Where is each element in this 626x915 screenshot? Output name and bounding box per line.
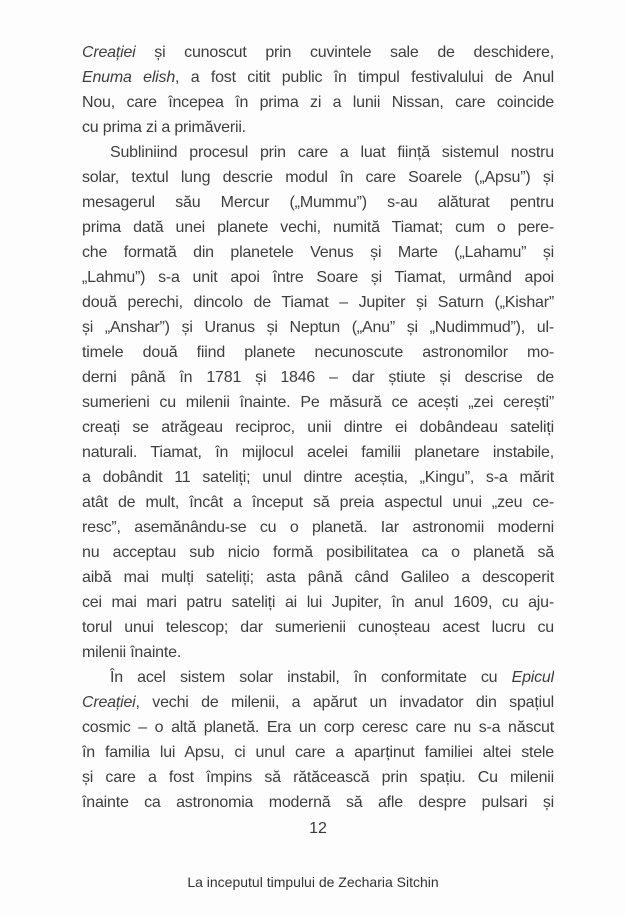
- text-line: cosmic – o altă planetă. Era un corp ceresc care nu s-a născut: [82, 719, 554, 736]
- text-line: milenii înainte.: [82, 644, 182, 661]
- text-line: cei mai mari patru sateliți ai lui Jupiter, în anul 1609, cu aju-: [82, 594, 554, 611]
- text-line: aibă mai mulți sateliți; asta până când Galileo a descoperit: [82, 569, 554, 586]
- text-line: Nou, care începea în prima zi a lunii Nissan, care coincide: [82, 94, 554, 111]
- text-line: Enuma elish, a fost citit public în timpul festivalului de Anul: [82, 69, 554, 86]
- page-footer: La inceputul timpului de Zecharia Sitchin: [187, 874, 439, 890]
- paragraph: [82, 40, 554, 140]
- page-text: [82, 40, 554, 815]
- text-line: nu acceptau sub nicio formă posibilitatea ca o planetă să: [82, 544, 554, 561]
- text-line: che formată din planetele Venus și Marte („Lahamu” și: [82, 244, 554, 261]
- text-line: atât de mult, încât a început să preia aspectul unui „zeu ce-: [82, 494, 554, 511]
- text-line: cu prima zi a primăverii.: [82, 119, 246, 136]
- text-line: înainte ca astronomia modernă să afle despre pulsari și: [82, 794, 554, 811]
- text-line: prima dată unei planete vechi, numită Tiamat; cum o pere-: [82, 219, 554, 236]
- text-line: mesagerul său Mercur („Mummu”) s-au alăturat pentru: [82, 194, 554, 211]
- text-line: și „Anshar”) și Uranus și Neptun („Anu” și „Nudimmud”), ul-: [82, 319, 554, 336]
- text-line: două perechi, dincolo de Tiamat – Jupiter și Saturn („Kishar”: [82, 294, 554, 311]
- paragraph: [82, 140, 554, 665]
- text-line: a dobândit 11 sateliți; unul dintre aceștia, „Kingu”, s-a mărit: [82, 469, 554, 486]
- text-line: Subliniind procesul prin care a luat ființă sistemul nostru: [110, 144, 554, 161]
- text-line: „Lahmu”) s-a unit apoi între Soare și Tiamat, urmând apoi: [82, 269, 554, 286]
- text-line: derni până în 1781 și 1846 – dar știute și descrise de: [82, 369, 554, 386]
- text-line: și care a fost împins să rătăcească prin spațiu. Cu milenii: [82, 769, 554, 786]
- paragraph: [82, 665, 554, 815]
- text-line: creați se atrăgeau reciproc, unii dintre ei dobândeau sateliți: [82, 419, 554, 436]
- text-line: timele două fiind planete necunoscute astronomilor mo-: [82, 344, 554, 361]
- text-line: resc”, asemănându-se cu o planetă. Iar astronomii moderni: [82, 519, 554, 536]
- text-line: în familia lui Apsu, ci unul care a aparținut familiei altei stele: [82, 744, 554, 761]
- text-line: În acel sistem solar instabil, în conformitate cu Epicul: [110, 669, 554, 686]
- text-line: solar, textul lung descrie modul în care Soarele („Apsu”) și: [82, 169, 554, 186]
- text-line: Creației, vechi de milenii, a apărut un invadator din spațiul: [82, 694, 554, 711]
- page-number: 12: [309, 820, 327, 837]
- text-line: torul unui telescop; dar sumerienii cunoșteau acest lucru cu: [82, 619, 554, 636]
- text-line: sumerieni cu milenii înainte. Pe măsură ce acești „zei cerești”: [82, 394, 554, 411]
- text-line: Creației și cunoscut prin cuvintele sale de deschidere,: [82, 44, 554, 61]
- text-line: naturali. Tiamat, în mijlocul acelei familii planetare instabile,: [82, 444, 554, 461]
